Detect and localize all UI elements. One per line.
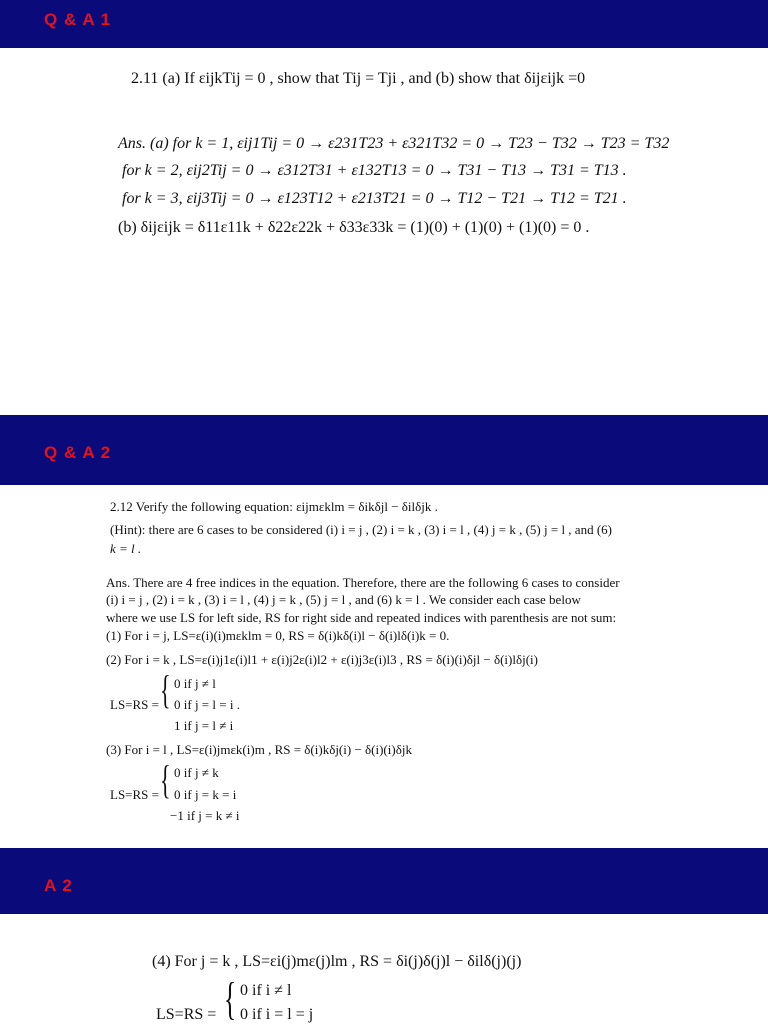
section-banner-a2	[0, 848, 768, 914]
answer-b: (b) δijεijk = δ11ε11k + δ22ε22k + δ33ε33k = (1)(0) + (1)(0) + (1)(0) = 0 .	[118, 219, 590, 236]
case-3: (3) For i = l , LS=ε(i)jmεk(i)m , RS = δ(i)kδj(i) − δ(i)(i)δjk	[106, 742, 412, 757]
case-3-lsrs-label: LS=RS =	[110, 787, 159, 802]
section-banner-qa2	[0, 415, 768, 485]
section-title: A 2	[44, 876, 73, 895]
section-banner-qa1	[0, 0, 768, 48]
case-4-brace: {	[224, 973, 237, 1024]
case-3-brace: {	[160, 757, 171, 802]
case-4-lsrs-label: LS=RS =	[156, 1006, 217, 1023]
case-4-row: 0 if i ≠ l	[240, 982, 292, 999]
case-2-row: 0 if j = l = i .	[174, 697, 240, 712]
answer-a-k1: Ans. (a) for k = 1, εij1Tij = 0 → ε231T23 + ε321T32 = 0 → T23 − T32 → T23 = T32	[118, 135, 670, 152]
answer-intro-1: Ans. There are 4 free indices in the equation. Therefore, there are the following 6 cases to consider	[106, 575, 620, 590]
case-4: (4) For j = k , LS=εi(j)mε(j)lm , RS = δi(j)δ(j)l − δilδ(j)(j)	[152, 953, 522, 970]
answer-intro-2: (i) i = j , (2) i = k , (3) i = l , (4) j = k , (5) j = l , and (6) k = l . We consider each case below	[106, 592, 581, 607]
answer-a-k2: for k = 2, εij2Tij = 0 → ε312T31 + ε132T13 = 0 → T31 − T13 → T31 = T13 .	[122, 162, 627, 179]
hint-line-2: k = l .	[110, 541, 142, 556]
section-title: Q & A 1	[44, 10, 112, 29]
hint-line-1: (Hint): there are 6 cases to be considered (i) i = j , (2) i = k , (3) i = l , (4) j = k , (5) j = l , and (6)	[110, 522, 612, 537]
case-2-lsrs-label: LS=RS =	[110, 697, 159, 712]
section-title: Q & A 2	[44, 443, 112, 462]
case-2: (2) For i = k , LS=ε(i)j1ε(i)l1 + ε(i)j2ε(i)l2 + ε(i)j3ε(i)l3 , RS = δ(i)(i)δjl − δ(i)lδj(i)	[106, 652, 538, 667]
answer-intro-3: where we use LS for left side, RS for right side and repeated indices with parenthesis are not sum:	[106, 610, 617, 625]
case-1: (1) For i = j, LS=ε(i)(i)mεklm = 0, RS = δ(i)kδ(i)l − δ(i)lδ(i)k = 0.	[106, 628, 450, 643]
case-2-row: 1 if j = l ≠ i	[174, 718, 234, 733]
case-3-row: 0 if j ≠ k	[174, 765, 219, 780]
case-2-row: 0 if j ≠ l	[174, 676, 216, 691]
question-2-11: 2.11 (a) If εijkTij = 0 , show that Tij = Tji , and (b) show that δijεijk =0	[131, 70, 586, 87]
case-3-row: 0 if j = k = i	[174, 787, 237, 802]
case-4-row: 0 if i = l = j	[240, 1006, 314, 1023]
question-2-12: 2.12 Verify the following equation: εijmεklm = δikδjl − δilδjk .	[110, 499, 438, 514]
case-3-row: −1 if j = k ≠ i	[170, 808, 240, 823]
case-2-brace: {	[160, 667, 171, 712]
answer-a-k3: for k = 3, εij3Tij = 0 → ε123T12 + ε213T21 = 0 → T12 − T21 → T12 = T21 .	[122, 190, 627, 207]
